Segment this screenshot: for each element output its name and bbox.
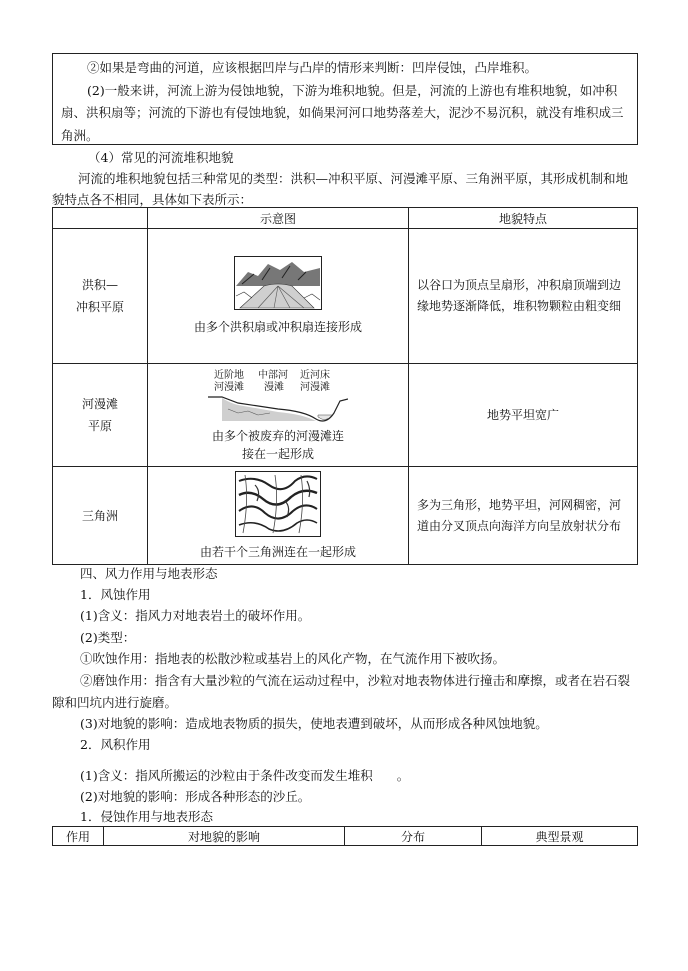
alluvial-fan-illustration	[234, 256, 322, 310]
diagram-caption: 由多个被废弃的河漫滩连 接在一起形成	[211, 429, 344, 461]
diagram-caption: 由若干个三角洲连在一起形成	[199, 544, 356, 559]
fig-label: 河漫滩	[300, 382, 330, 393]
note-box	[52, 53, 638, 145]
erosion-table	[52, 826, 638, 846]
deflation-type: ①吹蚀作用：指地表的松散沙粒或基岩上的风化产物，在气流作用下被吹扬。	[80, 651, 506, 666]
header-distribution: 分布	[345, 827, 482, 846]
header-empty	[53, 208, 148, 229]
header-diagram: 示意图	[148, 208, 409, 229]
landform-features: 多为三角形，地势平坦，河网稠密，河道由分叉顶点向海洋方向呈放射状分布	[409, 467, 638, 565]
section-heading: （4）常见的河流堆积地貌	[88, 150, 234, 165]
table-row	[53, 364, 638, 467]
erosion-subheading: 1．侵蚀作用与地表形态	[80, 809, 213, 824]
fig-label: 中部河	[258, 370, 288, 381]
landform-name: 河漫滩 平原	[53, 364, 148, 467]
table-header-row	[53, 827, 638, 846]
landform-features: 地势平坦宽广	[409, 364, 638, 467]
diagram-caption: 由多个洪积扇或冲积扇连接形成	[193, 320, 362, 334]
fig-label: 漫滩	[264, 382, 284, 393]
landform-name: 洪积— 冲积平原	[53, 229, 148, 364]
wind-erosion-meaning: (1)含义：指风力对地表岩土的破坏作用。	[80, 608, 311, 623]
wind-erosion-effect: (3)对地貌的影响：造成地表物质的损失，使地表遭到破坏，从而形成各种风蚀地貌。	[80, 716, 548, 731]
fig-label: 近阶地	[214, 370, 244, 381]
diagram-cell	[148, 229, 409, 364]
header-features: 地貌特点	[409, 208, 638, 229]
table-row	[53, 229, 638, 364]
wind-deposition-effect: (2)对地貌的影响：形成各种形态的沙丘。	[80, 789, 311, 804]
note-para-2: (2)一般来讲，河流上游为侵蚀地貌，下游为堆积地貌。但是，河流的上游也有堆积地貌，如冲积扇、洪积扇等；河流的下游也有侵蚀地貌，如倘果河河口地势落差大，泥沙不易沉积，就没有堆积成三角洲。	[61, 82, 624, 143]
delta-illustration	[235, 471, 321, 537]
landform-table	[52, 207, 638, 565]
fig-label: 近河床	[300, 370, 330, 381]
table-header-row	[53, 208, 638, 229]
header-effect: 对地貌的影响	[104, 827, 345, 846]
wind-deposition-meaning: (1)含义：指风所搬运的沙粒由于条件改变而发生堆积 。	[80, 768, 410, 783]
landform-name: 三角洲	[53, 467, 148, 565]
wind-erosion-types: (2)类型：	[80, 630, 136, 645]
wind-erosion-subheading: 1．风蚀作用	[80, 587, 151, 602]
diagram-cell	[148, 364, 409, 467]
header-typical-landscape: 典型景观	[482, 827, 638, 846]
section-intro: 河流的堆积地貌包括三种常见的类型：洪积—冲积平原、河漫滩平原、三角洲平原，其形成机制和地貌特点各不相同，具体如下表所示：	[52, 171, 629, 207]
floodplain-cross-section	[208, 367, 348, 427]
table-row	[53, 467, 638, 565]
wind-deposition-subheading: 2．风积作用	[80, 737, 151, 752]
header-action: 作用	[53, 827, 104, 846]
landform-features: 以谷口为顶点呈扇形，冲积扇顶端到边缘地势逐渐降低，堆积物颗粒由粗变细	[409, 229, 638, 364]
fig-label: 河漫滩	[214, 382, 244, 393]
note-para-1: ②如果是弯曲的河道，应该根据凹岸与凸岸的情形来判断：凹岸侵蚀，凸岸堆积。	[87, 60, 538, 75]
wind-heading: 四、风力作用与地表形态	[80, 566, 218, 581]
abrasion-type: ②磨蚀作用：指含有大量沙粒的气流在运动过程中，沙粒对地表物体进行撞击和摩擦，或者在岩石裂隙和凹坑内进行旋磨。	[52, 673, 631, 710]
diagram-cell	[148, 467, 409, 565]
